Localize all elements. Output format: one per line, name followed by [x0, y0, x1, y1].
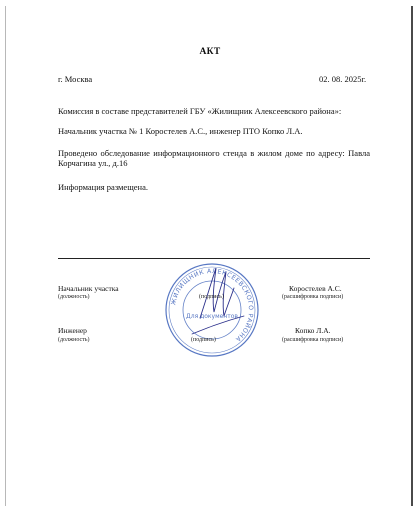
document-title: АКТ [199, 47, 221, 57]
signature-name-caption-1: (расшифровка подписи) [282, 294, 344, 300]
commission-members: Начальник участка № 1 Коростелев А.С., инженер ПТО Копко Л.А. [58, 126, 303, 136]
inspection-paragraph: Проведено обследование информационного стенда в жилом доме по адресу: Павла Корчагина ул., д.16 [58, 148, 370, 168]
signature-sign-caption-2: (подпись) [191, 337, 216, 343]
stamp-ring-text: ЖИЛИЩНИК АЛЕКСЕЕВСКОГО РАЙОНА [170, 267, 255, 343]
document-page [5, 6, 413, 506]
stamp-center-text: Для документов [186, 313, 238, 320]
document-date: 02. 08. 2025г. [319, 74, 367, 84]
commission-paragraph: Комиссия в составе представителей ГБУ «Жилищник Алексеевского района»: [58, 106, 342, 116]
signature-name-2: Копко Л.А. [295, 326, 331, 335]
signature-sign-caption-1: (подпись) [199, 294, 224, 300]
signature-name-caption-2: (расшифровка подписи) [282, 337, 344, 343]
signature-name-1: Коростелев А.С. [289, 284, 342, 293]
signature-position-caption-2: (должность) [58, 337, 90, 343]
signature-position-caption-1: (должность) [58, 294, 90, 300]
signature-position-2: Инженер [58, 326, 87, 335]
signature-position-1: Начальник участка [58, 284, 119, 293]
round-stamp [162, 260, 262, 360]
separator-line [58, 258, 370, 259]
document-city: г. Москва [58, 74, 93, 84]
result-paragraph: Информация размещена. [58, 182, 148, 192]
